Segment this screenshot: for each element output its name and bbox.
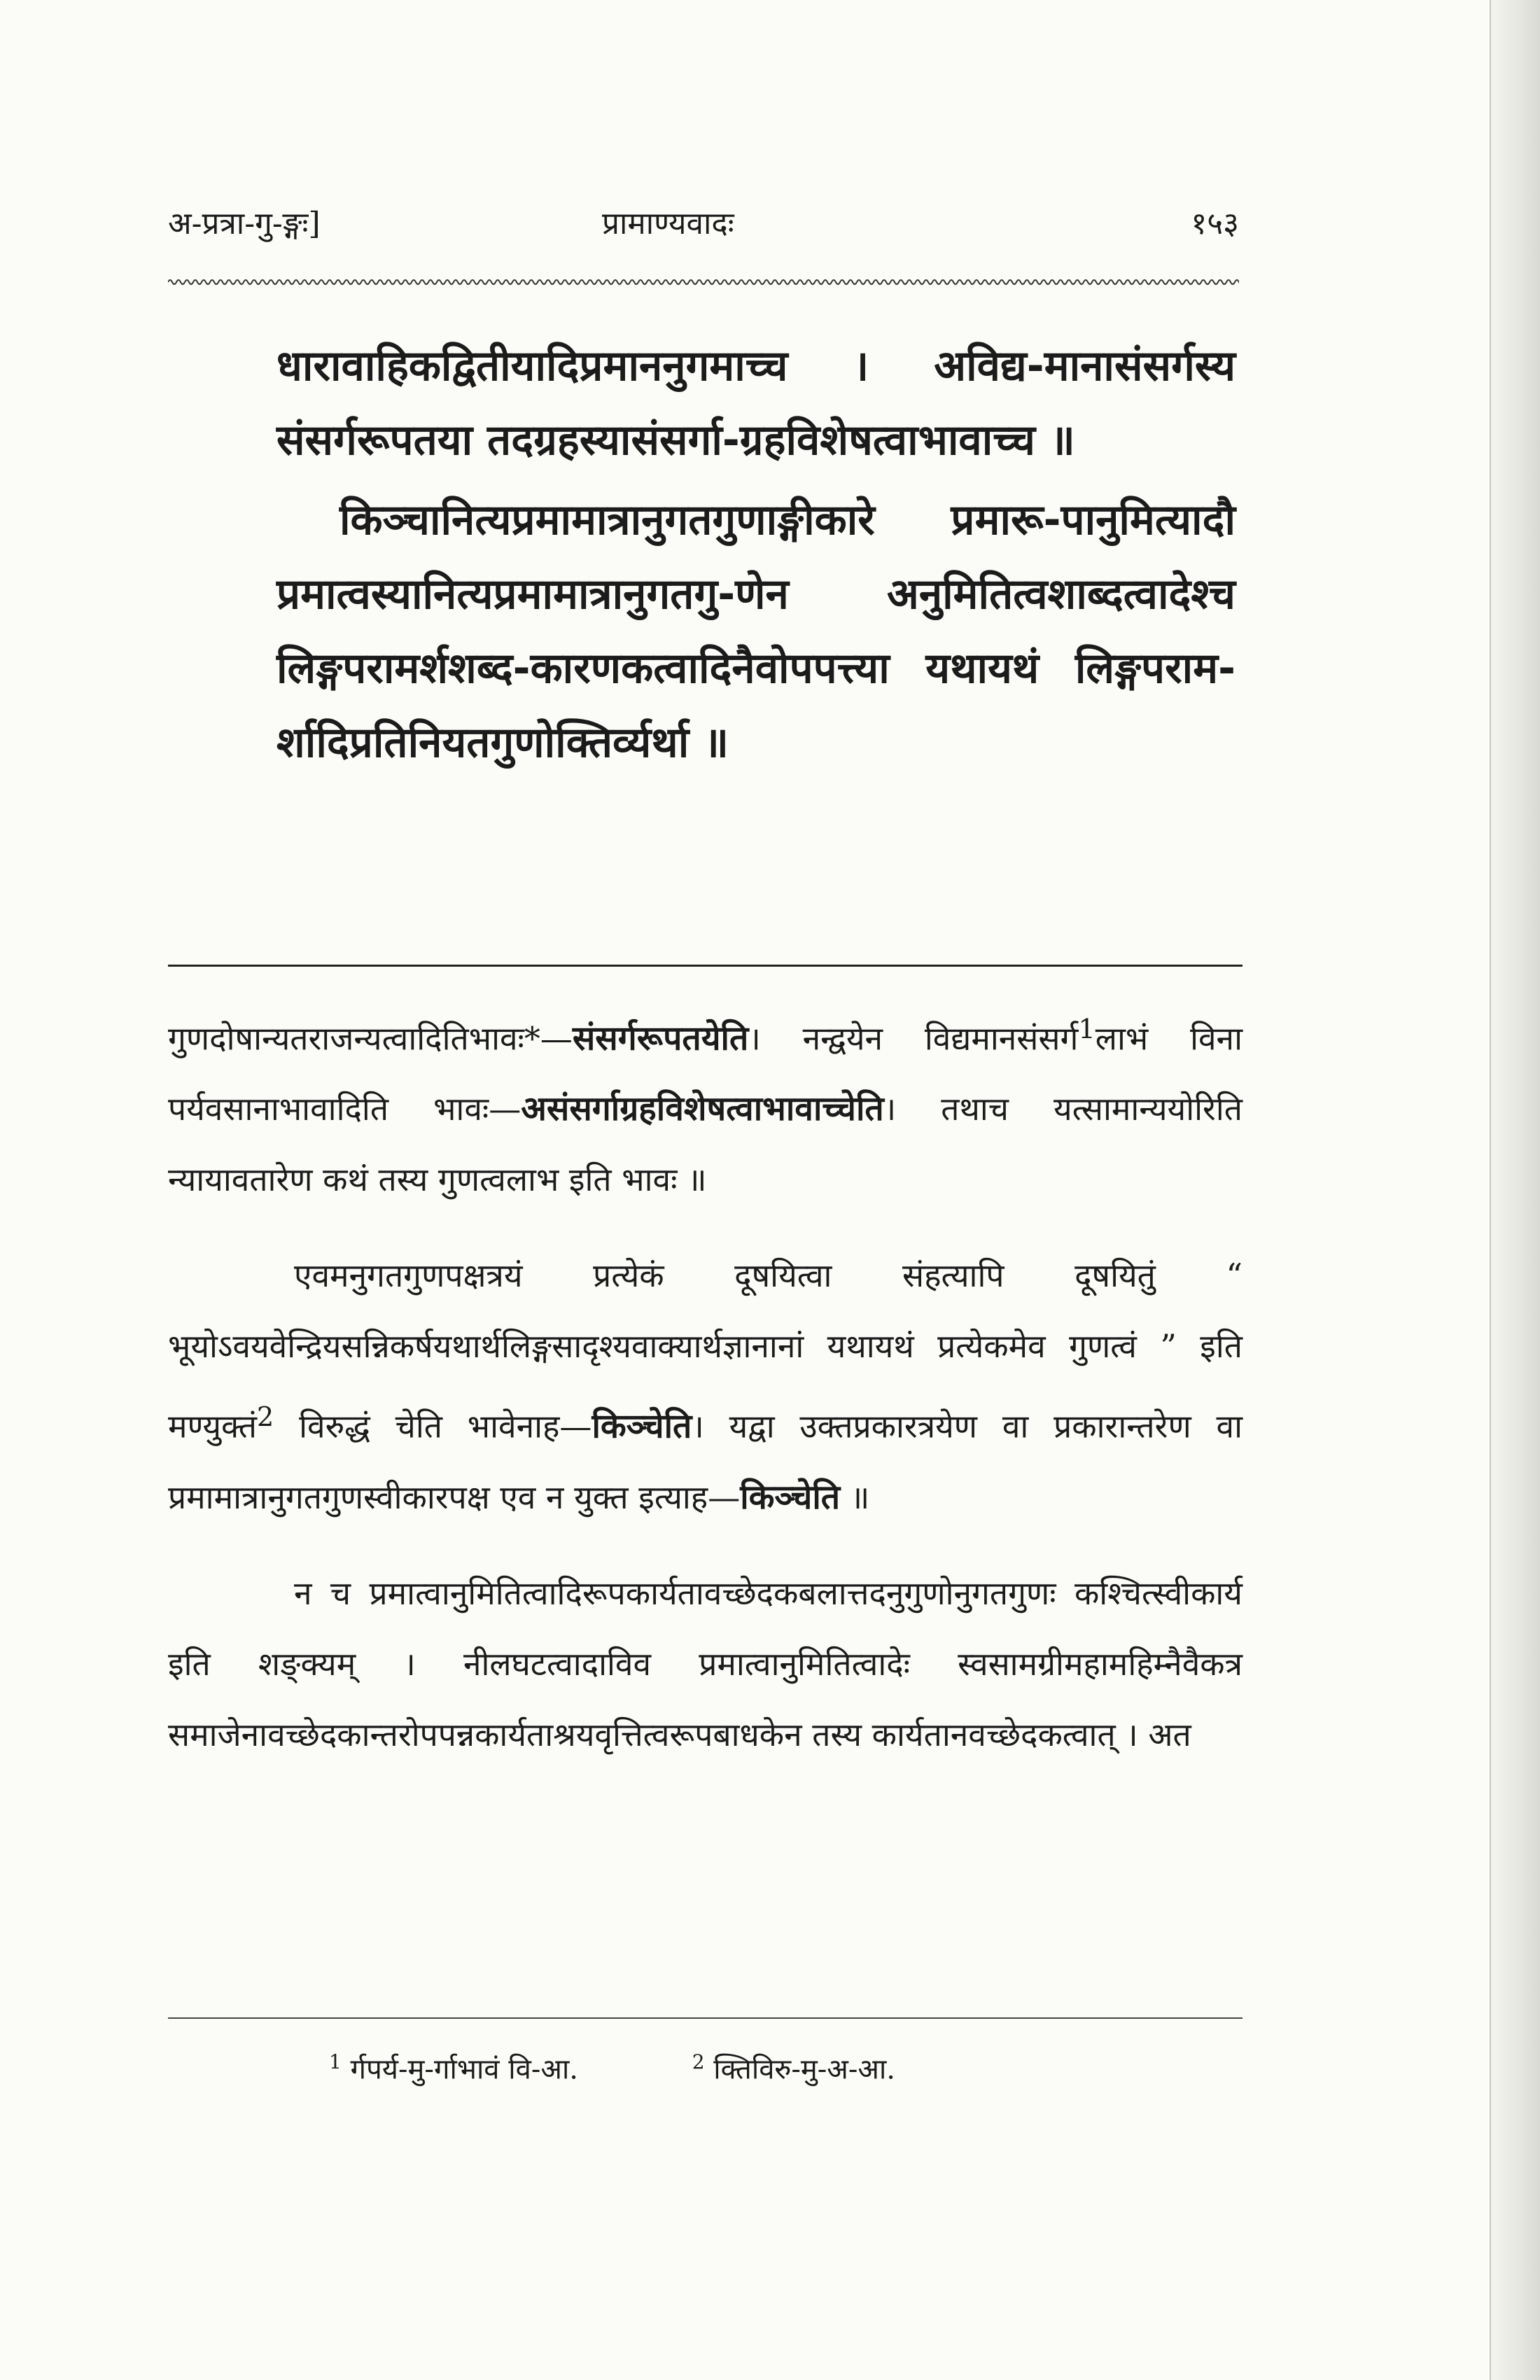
commentary-text: एवमनुगतगुणपक्षत्रयं प्रत्येकं दूषयित्वा संहत्यापि दूषयितुं “ भूयोऽवयवेन्द्रियसन्निकर्षयथार्थलिङ्गसादृश्यवाक्यार्थज्ञानानां यथायथं प्रत्येकमेव गुणत्वं ” इति मण्युक्तं	[168, 1256, 1242, 1446]
verse-paragraph: किञ्चानित्यप्रमामात्रानुगतगुणाङ्गीकारे प्रमारू-पानुमित्यादौ प्रमात्वस्यानित्यप्रमामात्रानुगतगु-णेन अनुमितित्वशाब्दत्वादेश्च लिङ्गपरामर्शशब्द-कारणकत्वादिनैवोपपत्त्या यथायथं लिङ्गपराम-र्शादिप्रतिनियतगुणोक्तिर्व्यर्था ॥	[276, 496, 1236, 767]
lemma: असंसर्गाग्रहविशेषत्वाभावाच्चेति	[521, 1089, 884, 1129]
footnote	[692, 2041, 895, 2090]
footnote-divider	[168, 2017, 1242, 2019]
commentary-text: ॥	[840, 1478, 870, 1516]
text-commentary-divider	[168, 965, 1242, 967]
footnote	[329, 2041, 578, 2090]
commentary-paragraph: न च प्रमात्वानुमितित्वादिरूपकार्यतावच्छेदकबलात्तदनुगुणोनुगतगुणः कश्चित्स्वीकार्य इति शङ्क्यम् । नीलघटत्वादाविव प्रमात्वानुमितित्वादेः स्वसामग्रीमहामहिम्नैवैकत्र समाजेनावच्छेदकान्तरोपपन्नकार्यताश्रयवृत्तित्वरूपबाधकेन तस्य कार्यतानवच्छेदकत्वात् । अत	[168, 1574, 1242, 1754]
header-wavy-rule	[168, 276, 1239, 288]
lemma: किञ्चेति	[740, 1477, 841, 1517]
footnote-text: क्तिविरु-मु-अ-आ.	[713, 2053, 895, 2086]
commentary-text: विरुद्धं चेति भावेनाह—	[274, 1407, 592, 1446]
footnote-ref: 2	[256, 1401, 274, 1434]
footnote-ref: 1	[1078, 1014, 1096, 1045]
page-number: १५३	[1191, 206, 1239, 241]
header-section-ref: अ-प्रत्रा-गु-ङ्गः]	[168, 206, 321, 241]
footnote-number: 2	[692, 2050, 705, 2073]
commentary-text: लाभं विना पर्यवसानाभावादिति भावः—	[168, 1019, 1243, 1128]
lemma: संसर्गरूपतयेति	[572, 1018, 749, 1058]
main-text	[276, 329, 1236, 780]
lemma: किञ्चेति	[592, 1406, 692, 1446]
commentary-text: । नन्द्वयेन विद्यमानसंसर्ग	[748, 1019, 1079, 1058]
verse-paragraph: धारावाहिकद्वितीयादिप्रमाननुगमाच्च । अविद्य-मानासंसर्गस्य संसर्गरूपतया तदग्रहस्यासंसर्गा-ग्रहविशेषत्वाभावाच्च ॥	[276, 342, 1236, 465]
commentary	[168, 994, 1242, 1770]
commentary-text: । तथाच यत्सामान्ययोरिति न्यायावतारेण कथं तस्य गुणत्वलाभ इति भावः ॥	[168, 1090, 1242, 1199]
commentary-paragraph	[168, 1240, 1242, 1532]
page-edge-shadow	[1490, 0, 1540, 2380]
header-title: प्रामाण्यवादः	[602, 206, 734, 241]
footnote-text: र्गपर्य-मु-र्गाभावं वि-आ.	[350, 2053, 578, 2086]
commentary-text: । यद्वा उक्तप्रकारत्रयेण वा प्रकारान्तरेण वा प्रमामात्रानुगतगुणस्वीकारपक्ष एव न युक्त इत्याह—	[168, 1407, 1242, 1516]
footnotes	[329, 2041, 1239, 2090]
commentary-paragraph	[168, 994, 1242, 1215]
running-header	[168, 203, 1239, 245]
footnote-number: 1	[329, 2050, 342, 2073]
commentary-text: गुणदोषान्यतराजन्यत्वादितिभावः*—	[168, 1019, 573, 1058]
